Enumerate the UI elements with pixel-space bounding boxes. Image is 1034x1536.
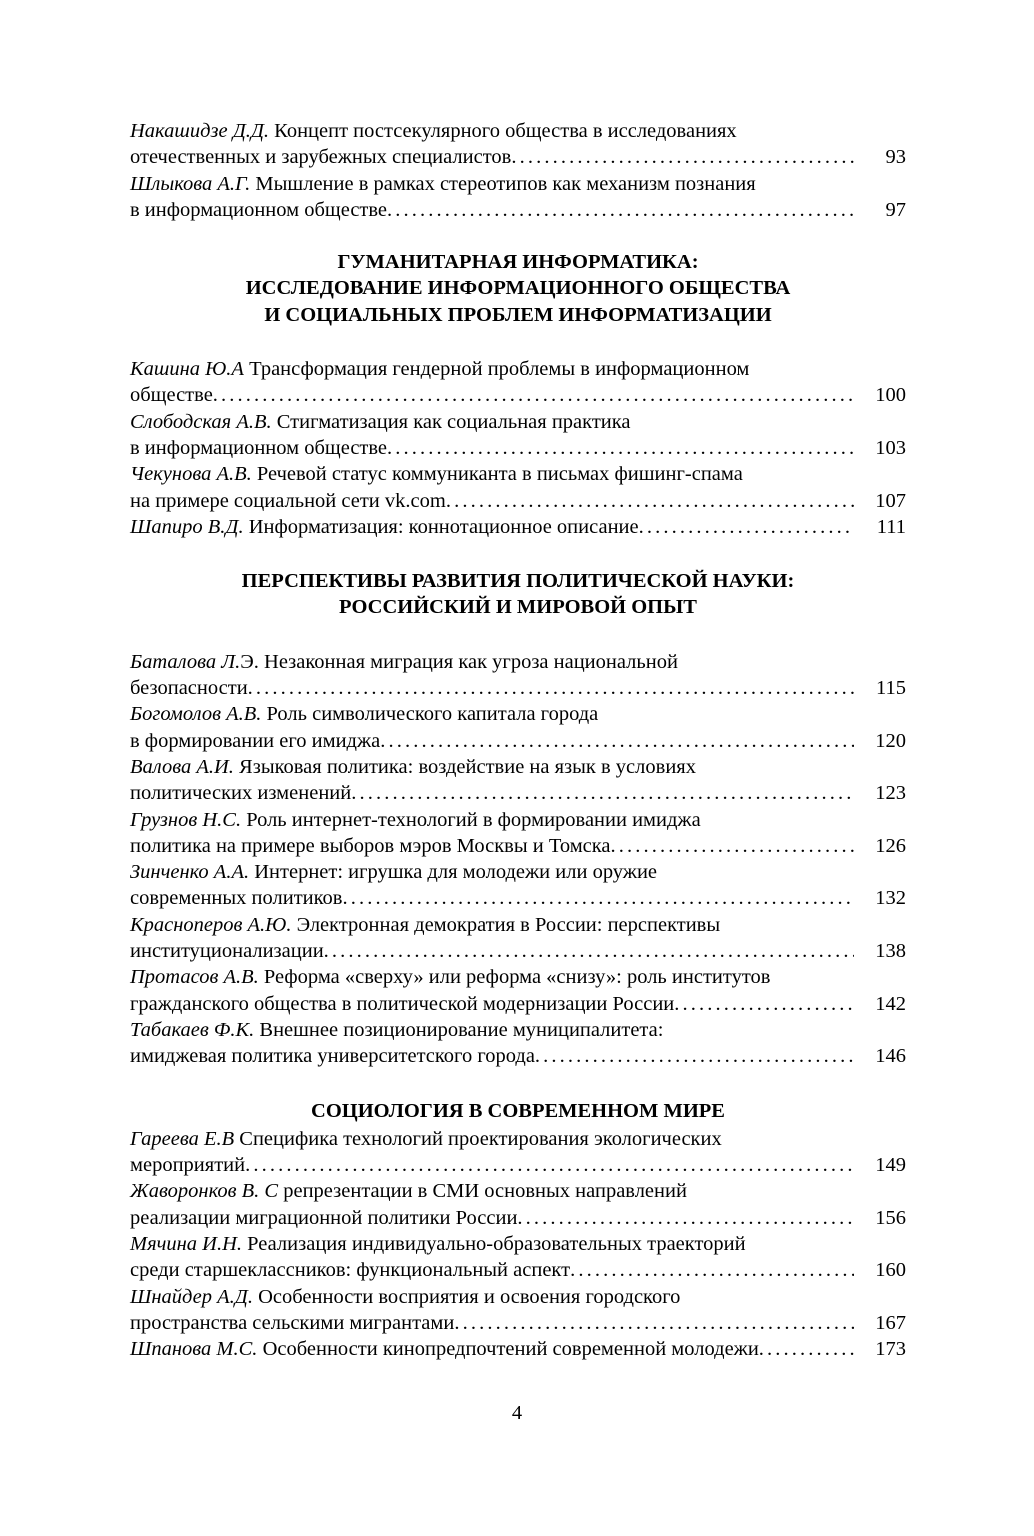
dot-leader	[674, 991, 854, 1017]
toc-entry	[130, 356, 906, 409]
toc-entry	[130, 1336, 906, 1362]
entry-leader-line	[130, 488, 906, 514]
dot-leader	[387, 197, 854, 223]
toc-entry	[130, 649, 906, 702]
entry-page-number[interactable]: 97	[885, 198, 906, 221]
dot-leader	[351, 780, 854, 806]
entry-page-number[interactable]: 142	[875, 992, 906, 1015]
dot-leader	[454, 1310, 854, 1336]
dot-leader	[517, 1205, 854, 1231]
entry-leader-line	[130, 833, 906, 859]
entry-title-text: Информатизация: коннотационное описание	[243, 515, 639, 538]
toc-entry	[130, 171, 906, 224]
toc-entry	[130, 807, 906, 860]
entry-title-continuation	[130, 780, 351, 806]
entry-leader-line	[130, 382, 906, 408]
page-number: 4	[511, 1402, 523, 1424]
entry-title-text: реализации миграционной политики России	[130, 1206, 518, 1229]
entry-page-number[interactable]: 146	[875, 1045, 906, 1068]
toc-entry	[130, 1284, 906, 1337]
entry-title: Роль символического капитала города	[261, 703, 599, 726]
entry-author: Зинченко А.А.	[130, 861, 250, 884]
dot-leader	[342, 885, 854, 911]
entry-page-number[interactable]: 173	[875, 1338, 906, 1361]
toc-entry	[130, 514, 906, 540]
entry-title-text: гражданского общества в политической модернизации России	[130, 992, 675, 1015]
entry-page-number[interactable]: 103	[875, 436, 906, 459]
entry-title: Э. Незаконная миграция как угроза национальной	[240, 650, 678, 673]
entry-title-continuation	[130, 197, 387, 223]
entry-title-continuation	[130, 144, 511, 170]
entry-title-continuation	[130, 938, 324, 964]
entry-page-number[interactable]: 138	[875, 940, 906, 963]
toc-entry	[130, 859, 906, 912]
entry-title-continuation	[130, 1310, 454, 1336]
entry-author: Накашидзе Д.Д.	[130, 120, 270, 142]
entry-title-line	[130, 649, 906, 675]
entry-title-continuation	[130, 382, 213, 408]
entry-page-number[interactable]: 120	[875, 729, 906, 752]
toc-entry	[130, 912, 906, 965]
entry-title-line	[130, 118, 906, 144]
toc-entry	[130, 461, 906, 514]
entry-author: Мячина И.Н.	[130, 1232, 243, 1255]
entry-title-text: отечественных и зарубежных специалистов	[130, 146, 512, 169]
entry-title-continuation	[130, 1152, 245, 1178]
entry-title-text: политика на примере выборов мэров Москвы и Томска	[130, 834, 611, 857]
dot-leader	[245, 1152, 854, 1178]
entry-title-line	[130, 701, 906, 727]
toc-entry	[130, 409, 906, 462]
entry-author: Валова А.И.	[130, 755, 234, 778]
entry-leader-line	[130, 938, 906, 964]
entry-title-line	[130, 1178, 906, 1204]
entry-title-continuation	[130, 833, 611, 859]
entry-title-text: в формировании его имиджа	[130, 729, 381, 752]
entry-title-text: в информационном обществе	[130, 436, 388, 459]
entry-title-continuation	[130, 1043, 535, 1069]
section-heading	[130, 568, 906, 621]
entry-title-continuation	[130, 675, 248, 701]
entry-title-continuation	[130, 991, 674, 1017]
section-heading	[130, 249, 906, 328]
entry-leader-line	[130, 514, 906, 540]
entry-title: Специфика технологий проектирования экологических	[234, 1127, 722, 1150]
entry-author: Протасов А.В.	[130, 966, 259, 989]
toc-entry	[130, 1017, 906, 1070]
entry-page-number[interactable]: 149	[875, 1154, 906, 1177]
toc-entry	[130, 701, 906, 754]
toc-entry	[130, 1126, 906, 1179]
entry-title-text: современных политиков	[130, 887, 343, 910]
entry-page-number[interactable]: 100	[875, 384, 906, 407]
dot-leader	[387, 435, 854, 461]
entry-title-line	[130, 171, 906, 197]
entry-title-line	[130, 356, 906, 382]
entry-title-line	[130, 912, 906, 938]
entry-title-text: на примере социальной сети vk.com	[130, 489, 446, 512]
entry-author: Жаворонков В. С	[130, 1180, 279, 1203]
entry-title-line	[130, 964, 906, 990]
entry-title-text: мероприятий	[130, 1154, 246, 1177]
entry-title: Реформа «сверху» или реформа «снизу»: роль институтов	[258, 966, 771, 989]
section-heading-line: РОССИЙСКИЙ И МИРОВОЙ ОПЫТ	[339, 596, 697, 619]
entry-title-line	[130, 1284, 906, 1310]
entry-author: Шпанова М.С.	[130, 1338, 258, 1361]
section-heading-line: ИССЛЕДОВАНИЕ ИНФОРМАЦИОННОГО ОБЩЕСТВА	[245, 277, 791, 300]
dot-leader	[213, 382, 854, 408]
entry-page-number[interactable]: 115	[876, 677, 906, 700]
entry-author: Табакаев Ф.К.	[130, 1018, 255, 1041]
entry-leader-line	[130, 885, 906, 911]
entry-title: Интернет: игрушка для молодежи или оружие	[249, 861, 658, 884]
entry-author: Шапиро В.Д.	[130, 515, 244, 538]
entry-title-line	[130, 461, 906, 487]
entry-page-number[interactable]: 156	[875, 1206, 906, 1229]
entry-title-continuation	[130, 1336, 759, 1362]
entry-title: Электронная демократия в России: перспективы	[291, 913, 721, 936]
entry-title-continuation	[130, 514, 639, 540]
entry-title: Мышление в рамках стереотипов как механизм познания	[250, 172, 756, 195]
entry-title-text: политических изменений	[130, 782, 352, 805]
entry-leader-line	[130, 1336, 906, 1362]
entry-page-number[interactable]: 93	[885, 146, 906, 169]
entry-title-continuation	[130, 435, 387, 461]
entry-page-number[interactable]: 160	[875, 1259, 906, 1282]
toc-entry	[130, 754, 906, 807]
entry-title: Языковая политика: воздействие на язык в условиях	[233, 755, 696, 778]
dot-leader	[324, 938, 854, 964]
entry-title-line	[130, 1126, 906, 1152]
dot-leader	[511, 144, 854, 170]
entry-author: Кашина Ю.А	[130, 358, 244, 381]
entry-title: Реализация индивидуально-образовательных траекторий	[242, 1232, 746, 1255]
table-of-contents	[130, 118, 906, 1362]
entry-title-text: пространства сельскими мигрантами	[130, 1311, 455, 1334]
entry-title-continuation	[130, 1205, 517, 1231]
entry-leader-line	[130, 1310, 906, 1336]
entry-title: Внешнее позиционирование муниципалитета:	[254, 1018, 664, 1041]
entry-title-text: имиджевая политика университетского города	[130, 1045, 535, 1068]
dot-leader	[248, 675, 854, 701]
entry-title-line	[130, 754, 906, 780]
entry-title-continuation	[130, 728, 380, 754]
entry-leader-line	[130, 728, 906, 754]
dot-leader	[639, 514, 854, 540]
entry-author: Гареева Е.В	[130, 1127, 235, 1150]
entry-title-text: институционализации	[130, 940, 324, 963]
entry-title: Концепт постсекулярного общества в исследованиях	[269, 120, 737, 142]
section-heading-line: И СОЦИАЛЬНЫХ ПРОБЛЕМ ИНФОРМАТИЗАЦИИ	[264, 303, 772, 326]
entry-title-continuation	[130, 488, 446, 514]
entry-page-number[interactable]: 107	[875, 489, 906, 512]
entry-leader-line	[130, 1043, 906, 1069]
entry-title-line	[130, 1231, 906, 1257]
section-heading-line: СОЦИОЛОГИЯ В СОВРЕМЕННОМ МИРЕ	[311, 1099, 725, 1122]
entry-title-text: Особенности кинопредпочтений современной молодежи	[257, 1338, 759, 1361]
entry-page-number[interactable]: 167	[875, 1311, 906, 1334]
entry-title: Трансформация гендерной проблемы в информационном	[243, 358, 750, 381]
entry-title: Стигматизация как социальная практика	[271, 410, 631, 433]
entry-title-line	[130, 409, 906, 435]
toc-entry	[130, 118, 906, 171]
entry-leader-line	[130, 1257, 906, 1283]
dot-leader	[380, 728, 854, 754]
entry-author: Красноперов А.Ю.	[130, 913, 292, 936]
entry-author: Грузнов Н.С.	[130, 808, 242, 831]
entry-author: Шлыкова А.Г.	[130, 172, 251, 195]
entry-title-text: в информационном обществе	[130, 198, 388, 221]
toc-entry	[130, 1178, 906, 1231]
entry-author: Баталова Л.	[130, 650, 241, 673]
entry-author: Слободская А.В.	[130, 410, 272, 433]
entry-page-number[interactable]: 111	[876, 515, 906, 538]
entry-leader-line	[130, 1152, 906, 1178]
entry-title-continuation	[130, 1257, 570, 1283]
dot-leader	[570, 1257, 854, 1283]
entry-title-continuation	[130, 885, 342, 911]
section-heading-line: ПЕРСПЕКТИВЫ РАЗВИТИЯ ПОЛИТИЧЕСКОЙ НАУКИ:	[241, 570, 795, 593]
entry-title-text: обществе	[130, 384, 213, 407]
entry-author: Богомолов А.В.	[130, 703, 262, 726]
section-heading-line: ГУМАНИТАРНАЯ ИНФОРМАТИКА:	[337, 251, 699, 274]
entry-title-text: среди старшеклассников: функциональный аспект	[130, 1259, 571, 1282]
toc-entry	[130, 1231, 906, 1284]
entry-author: Чекунова А.В.	[130, 463, 252, 486]
entry-title: репрезентации в СМИ основных направлений	[278, 1180, 687, 1203]
entry-title-text: безопасности	[130, 677, 248, 700]
entry-title-line	[130, 859, 906, 885]
entry-leader-line	[130, 197, 906, 223]
dot-leader	[759, 1336, 854, 1362]
entry-leader-line	[130, 780, 906, 806]
entry-leader-line	[130, 675, 906, 701]
entry-page-number[interactable]: 126	[875, 834, 906, 857]
dot-leader	[611, 833, 854, 859]
entry-page-number[interactable]: 132	[875, 887, 906, 910]
entry-title: Речевой статус коммуниканта в письмах фишинг-спама	[251, 463, 743, 486]
entry-title-line	[130, 807, 906, 833]
entry-leader-line	[130, 144, 906, 170]
entry-leader-line	[130, 435, 906, 461]
entry-title-line	[130, 1017, 906, 1043]
toc-entry	[130, 964, 906, 1017]
dot-leader	[446, 488, 854, 514]
entry-leader-line	[130, 991, 906, 1017]
section-heading	[130, 1098, 906, 1124]
entry-page-number[interactable]: 123	[875, 782, 906, 805]
dot-leader	[535, 1043, 854, 1069]
entry-title: Особенности восприятия и освоения городского	[252, 1285, 681, 1308]
entry-author: Шнайдер А.Д.	[130, 1285, 253, 1308]
entry-leader-line	[130, 1205, 906, 1231]
entry-title: Роль интернет-технологий в формировании имиджа	[241, 808, 701, 831]
